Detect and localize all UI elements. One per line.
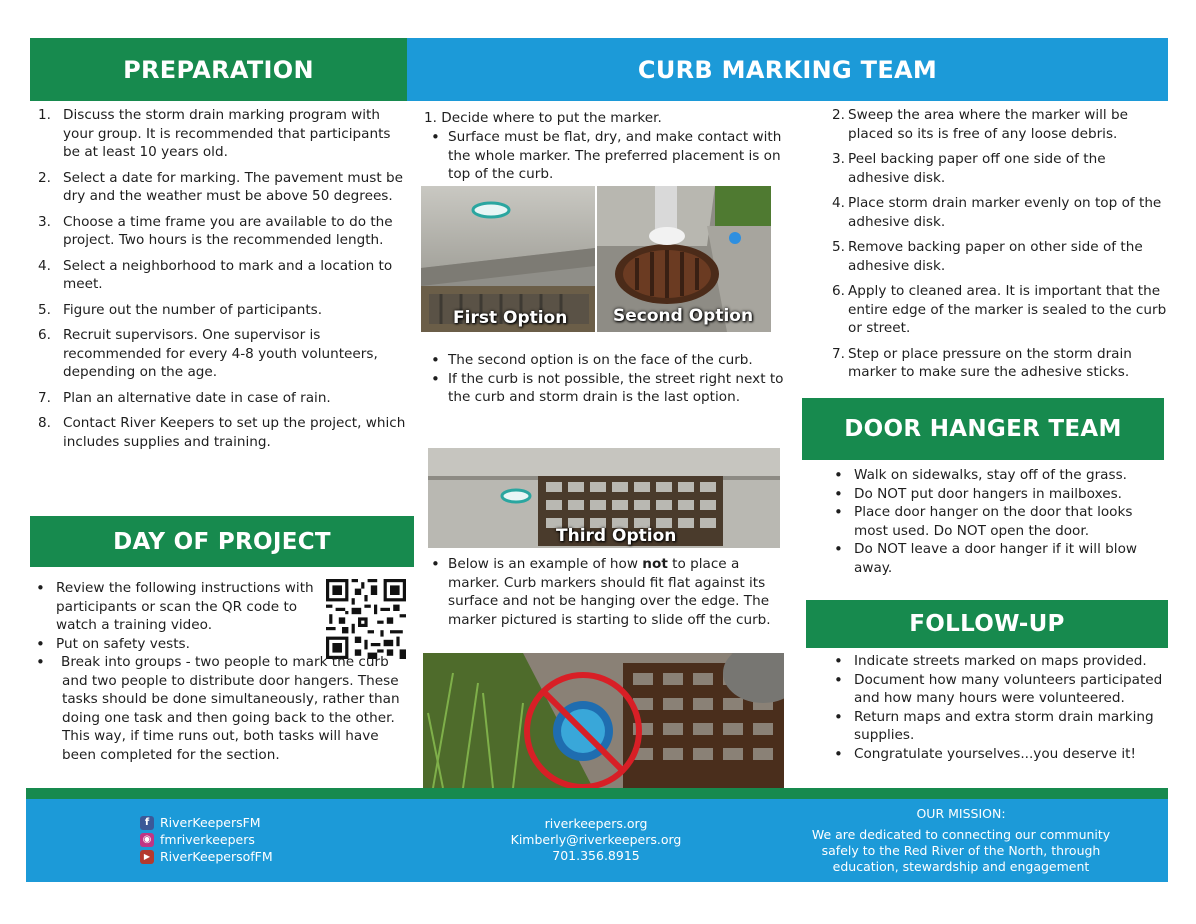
curb-steps-list [805, 106, 1170, 389]
third-option-photo [428, 448, 780, 548]
social-youtube[interactable] [140, 848, 273, 865]
instagram-handle[interactable]: fmriverkeepers [160, 832, 255, 847]
day-of-project-title: DAY OF PROJECT [113, 528, 331, 555]
curb-marking-title: CURB MARKING TEAM [637, 55, 938, 84]
list-item: • Surface must be flat, dry, and make contact with the whole marker. The preferred placement is on top of the curb. [428, 128, 784, 184]
list-item: • Document how many volunteers participated and how many hours were volunteered. [828, 671, 1168, 708]
list-item: 3. Peel backing paper off one side of the adhesive disk. [832, 151, 1106, 186]
list-item: 6. Apply to cleaned area. It is important that the entire edge of the marker is sealed to the curb or street. [832, 283, 1167, 336]
first-option-label: First Option [453, 308, 568, 328]
follow-up-header [806, 600, 1168, 648]
contact-info [496, 816, 696, 864]
list-item: • Indicate streets marked on maps provided. [828, 652, 1168, 671]
list-item: 8. Contact River Keepers to set up the project, which includes supplies and training. [38, 415, 406, 450]
list-item: • Place door hanger on the door that looks most used. Do NOT open the door. [828, 503, 1158, 540]
list-item: • If the curb is not possible, the street right next to the curb and storm drain is the last option. [428, 370, 784, 407]
list-item: 1. Discuss the storm drain marking program with your group. It is recommended that participants be at least 10 years old. [38, 107, 391, 160]
social-instagram[interactable] [140, 831, 273, 848]
list-item: 5. Figure out the number of participants. [38, 301, 323, 318]
mission-text: We are dedicated to connecting our community safely to the Red River of the North, through education, stewardship and engagement [811, 827, 1111, 874]
preparation-header [30, 38, 407, 101]
preparation-list [30, 106, 407, 458]
curb-mid-bullets [428, 351, 784, 407]
second-option-photo [597, 186, 771, 332]
facebook-icon: f [140, 816, 154, 830]
curb-step-1-bullets [428, 128, 784, 184]
email-link[interactable]: Kimberly@riverkeepers.org [510, 832, 682, 847]
youtube-icon: ▶ [140, 850, 154, 864]
list-item: • Review the following instructions with participants or scan the QR code to watch a training video. [30, 579, 412, 635]
first-option-photo [421, 186, 595, 332]
mission-statement [796, 806, 1126, 875]
list-item: 4. Place storm drain marker evenly on top of the adhesive disk. [832, 195, 1162, 230]
curb-step-1: 1. Decide where to put the marker. [424, 110, 662, 126]
facebook-handle[interactable]: RiverKeepersFM [160, 815, 261, 830]
phone-number[interactable]: 701.356.8915 [552, 848, 640, 863]
list-item: • The second option is on the face of the curb. [428, 351, 784, 370]
footer [26, 788, 1168, 882]
list-item: 2. Sweep the area where the marker will be placed so its is free of any loose debris. [832, 107, 1128, 142]
incorrect-placement-photo [423, 653, 784, 788]
list-item: • Congratulate yourselves...you deserve it! [828, 745, 1168, 764]
list-item: 2. Select a date for marking. The pavement must be dry and the weather must be above 50 degrees. [38, 169, 404, 204]
social-facebook[interactable] [140, 814, 273, 831]
list-item: 5. Remove backing paper on other side of the adhesive disk. [832, 239, 1143, 274]
door-hanger-header [802, 398, 1164, 460]
follow-up-list [828, 652, 1168, 763]
website-link[interactable]: riverkeepers.org [544, 816, 648, 831]
curb-below-bullet [428, 555, 788, 629]
list-item: 7. Step or place pressure on the storm drain marker to make sure the adhesive sticks. [832, 345, 1132, 380]
youtube-handle[interactable]: RiverKeepersofFM [160, 849, 273, 864]
door-hanger-title: DOOR HANGER TEAM [844, 416, 1122, 442]
list-item: • Below is an example of how not to place a marker. Curb markers should fit flat against its surface and not be hanging over the edge. The marker pictured is starting to slide off the curb. [428, 555, 788, 629]
third-option-label: Third Option [556, 526, 677, 546]
list-item: • Do NOT put door hangers in mailboxes. [828, 485, 1158, 504]
day-of-project-header [30, 516, 414, 567]
social-links [140, 814, 273, 865]
day-of-project-list [30, 579, 412, 764]
list-item: 4. Select a neighborhood to mark and a location to meet. [38, 257, 393, 292]
footer-divider [26, 788, 1168, 799]
list-item: 7. Plan an alternative date in case of rain. [38, 389, 331, 406]
instagram-icon: ◉ [140, 833, 154, 847]
second-option-label: Second Option [613, 306, 754, 326]
list-item: • Do NOT leave a door hanger if it will blow away. [828, 540, 1158, 577]
mission-title: OUR MISSION: [916, 806, 1006, 821]
list-item: • Return maps and extra storm drain marking supplies. [828, 708, 1168, 745]
list-item: 3. Choose a time frame you are available to do the project. Two hours is the recommended length. [38, 213, 393, 248]
preparation-title: PREPARATION [123, 55, 314, 84]
list-item: • Break into groups - two people to mark the curb and two people to distribute door hangers. These tasks should be done simultaneously, rather than doing one task and then going back to the other. This way, if time runs out, both tasks will have been completed for the section. [30, 653, 412, 764]
door-hanger-list [828, 466, 1158, 577]
follow-up-title: FOLLOW-UP [909, 611, 1065, 637]
list-item: • Put on safety vests. [30, 635, 412, 654]
list-item: • Walk on sidewalks, stay off of the grass. [828, 466, 1158, 485]
curb-marking-header [407, 38, 1168, 101]
list-item: 6. Recruit supervisors. One supervisor is recommended for every 4-8 youth volunteers, depending on the age. [38, 327, 378, 380]
